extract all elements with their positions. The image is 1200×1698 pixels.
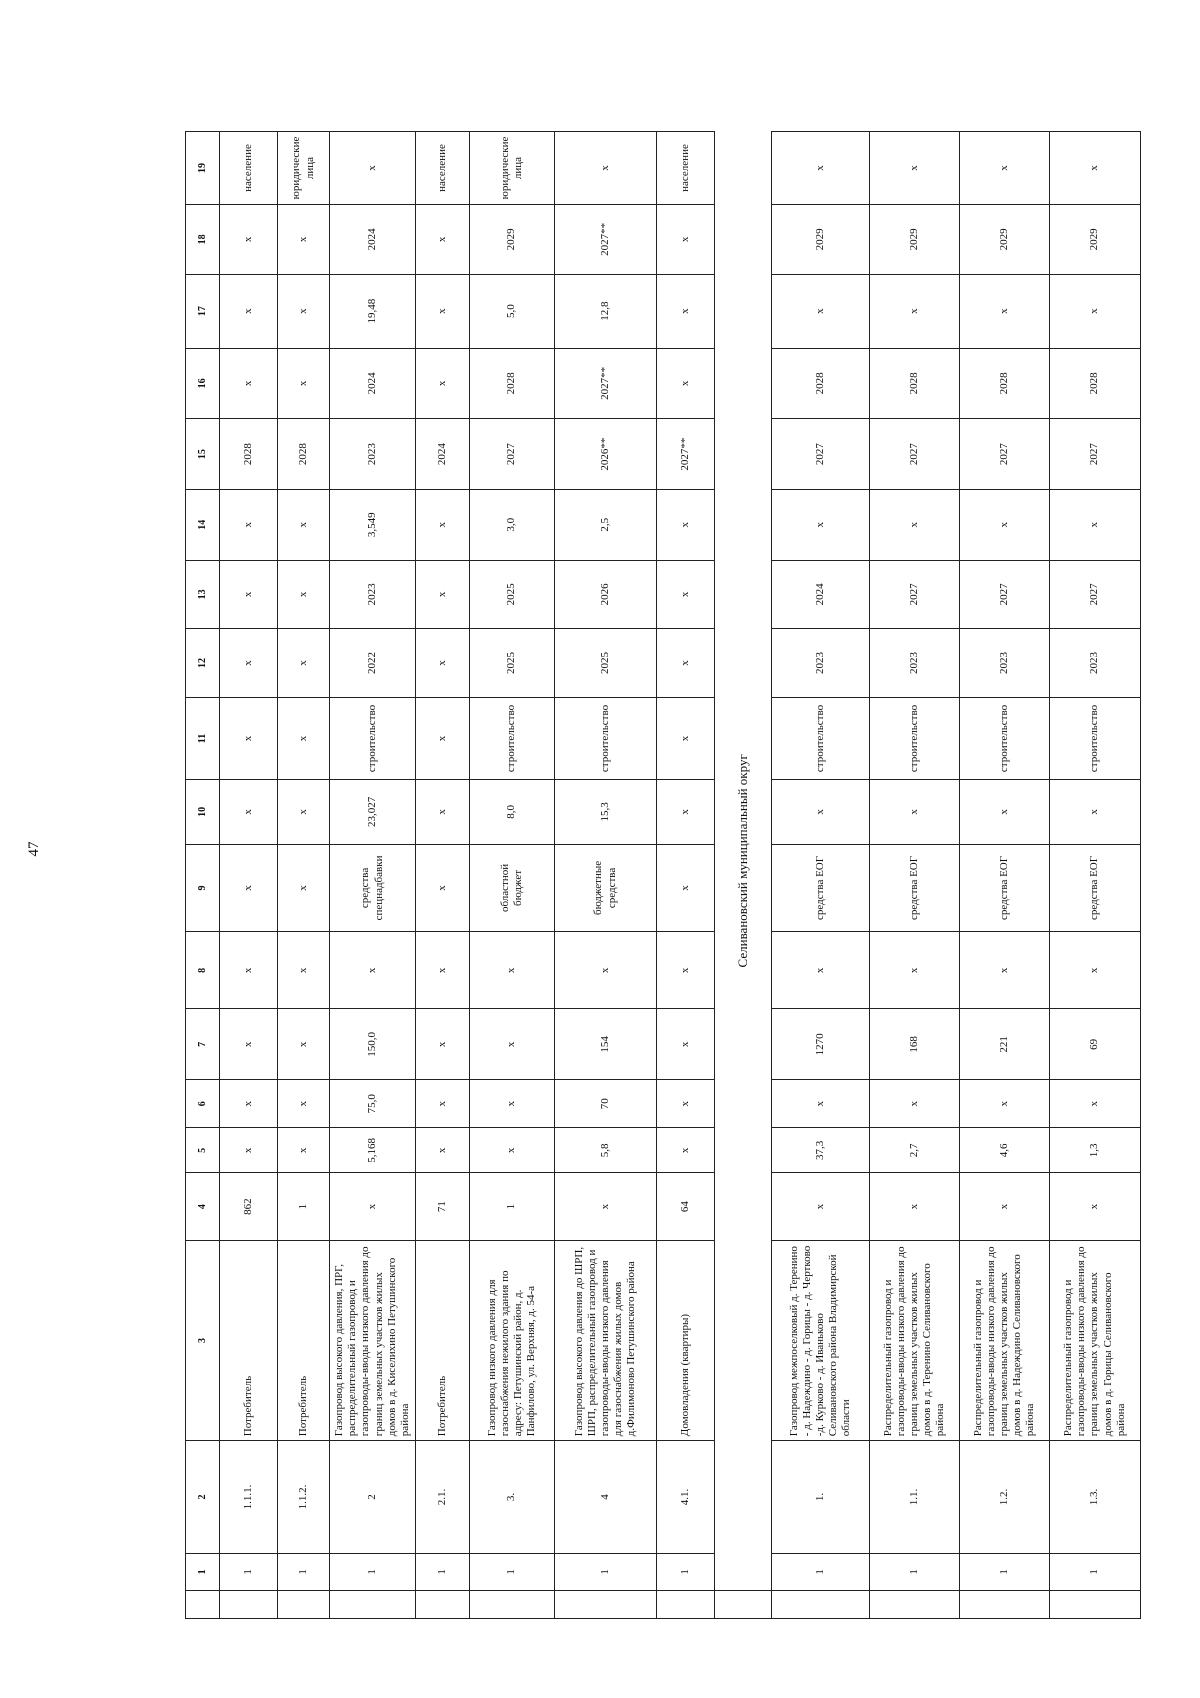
table-cell: х <box>220 348 278 419</box>
left-blank-cell <box>220 1591 278 1619</box>
table-cell: 2028 <box>278 419 330 490</box>
table-cell: х <box>220 1009 278 1080</box>
table-cell: 1,3 <box>1050 1128 1141 1173</box>
table-cell: 2029 <box>870 205 960 275</box>
table-cell: х <box>416 629 470 698</box>
table-cell: Распределительный газопровод и газопроводы-вводы низкого давления до границ земельных участков жилых домов в д. Надеждино Селивановского района <box>960 1240 1050 1440</box>
table-cell: х <box>870 132 960 205</box>
table-cell: средства ЕОГ <box>772 844 870 932</box>
table-cell: 1 <box>220 1553 278 1590</box>
left-blank-cell <box>416 1591 470 1619</box>
table-cell: х <box>772 1080 870 1128</box>
table-row <box>960 132 1050 1619</box>
table-cell: 2025 <box>555 629 657 698</box>
table-cell: х <box>1050 780 1141 844</box>
table-cell: х <box>416 205 470 275</box>
table-cell: х <box>278 629 330 698</box>
table-cell: 64 <box>657 1173 715 1240</box>
gasification-table <box>185 131 1141 1619</box>
left-blank-cell <box>657 1591 715 1619</box>
table-cell: 2026 <box>555 560 657 629</box>
table-cell: 2028 <box>470 348 555 419</box>
table-cell: х <box>470 932 555 1009</box>
table-cell: 2 <box>330 1441 416 1553</box>
header-cell: 18 <box>186 205 220 275</box>
table-cell: х <box>657 560 715 629</box>
table-cell: 5,0 <box>470 274 555 348</box>
left-blank-cell <box>278 1591 330 1619</box>
table-cell: средства ЕОГ <box>870 844 960 932</box>
table-cell: х <box>416 1080 470 1128</box>
table-cell: 2023 <box>960 629 1050 698</box>
table-cell: 69 <box>1050 1009 1141 1080</box>
table-cell: Домовладения (квартиры) <box>657 1240 715 1440</box>
table-cell: 2027 <box>960 419 1050 490</box>
table-cell: х <box>278 1128 330 1173</box>
table-cell: 150,0 <box>330 1009 416 1080</box>
table-cell: х <box>1050 274 1141 348</box>
table-cell: 2023 <box>1050 629 1141 698</box>
table-cell: х <box>416 1009 470 1080</box>
table-cell: х <box>330 132 416 205</box>
table-cell: средства ЕОГ <box>1050 844 1141 932</box>
header-cell: 16 <box>186 348 220 419</box>
table-cell: х <box>657 1128 715 1173</box>
table-cell: х <box>555 932 657 1009</box>
table-cell: население <box>657 132 715 205</box>
table-cell: х <box>220 274 278 348</box>
table-cell: х <box>657 348 715 419</box>
table-cell: 3. <box>470 1441 555 1553</box>
table-cell: х <box>278 348 330 419</box>
region-row <box>715 132 772 1619</box>
table-cell: строительство <box>1050 697 1141 779</box>
header-cell: 19 <box>186 132 220 205</box>
table-cell: 4,6 <box>960 1128 1050 1173</box>
table-cell: 1 <box>772 1553 870 1590</box>
table-cell: Газопровод низкого давления для газоснабжения нежилого здания по адресу: Петушинский район, д. Панфилово, ул. Верхняя, д. 54-а <box>470 1240 555 1440</box>
table-cell: х <box>416 560 470 629</box>
table-cell: строительство <box>960 697 1050 779</box>
table-cell: х <box>960 489 1050 560</box>
header-cell: 12 <box>186 629 220 698</box>
header-cell: 1 <box>186 1553 220 1590</box>
table-row <box>416 132 470 1619</box>
table-cell: 154 <box>555 1009 657 1080</box>
header-cell: 9 <box>186 844 220 932</box>
table-cell: 2028 <box>960 348 1050 419</box>
table-cell: х <box>870 932 960 1009</box>
left-blank-cell <box>772 1591 870 1619</box>
table-cell: 70 <box>555 1080 657 1128</box>
table-cell: х <box>220 844 278 932</box>
table-cell: 1 <box>470 1173 555 1240</box>
table-cell: х <box>220 932 278 1009</box>
table-cell: х <box>220 629 278 698</box>
table-cell: х <box>416 697 470 779</box>
header-cell: 4 <box>186 1173 220 1240</box>
table-cell: строительство <box>555 697 657 779</box>
table-cell: бюджетные средства <box>555 844 657 932</box>
table-cell: 2027 <box>772 419 870 490</box>
table-cell: х <box>416 274 470 348</box>
table-cell: 1 <box>278 1553 330 1590</box>
table-cell: 23,027 <box>330 780 416 844</box>
table-cell: х <box>220 560 278 629</box>
region-title: Селивановский муниципальный округ <box>715 132 772 1591</box>
table-cell: 2024 <box>772 560 870 629</box>
table-cell: х <box>657 489 715 560</box>
table-cell: х <box>416 489 470 560</box>
table-cell: 862 <box>220 1173 278 1240</box>
table-cell: Газопровод высокого давления, ПРГ, распределительный газопровод и газопроводы-вводы низкого давления до границ земельных участков жилых домов в д. Киселихино Петушинского района <box>330 1240 416 1440</box>
header-cell: 6 <box>186 1080 220 1128</box>
table-cell: х <box>657 932 715 1009</box>
table-cell: 1.1. <box>870 1441 960 1553</box>
table-cell: 2025 <box>470 560 555 629</box>
table-cell: 2027 <box>1050 419 1141 490</box>
table-cell: 1 <box>278 1173 330 1240</box>
table-cell: строительство <box>470 697 555 779</box>
table-cell: х <box>416 844 470 932</box>
table-cell: юридические лица <box>278 132 330 205</box>
header-cell: 15 <box>186 419 220 490</box>
table-cell: 37,3 <box>772 1128 870 1173</box>
table-cell: 2029 <box>772 205 870 275</box>
table-cell: 2027 <box>470 419 555 490</box>
table-cell: юридические лица <box>470 132 555 205</box>
table-cell: х <box>220 489 278 560</box>
table-cell: 2023 <box>772 629 870 698</box>
table-cell: 4.1. <box>657 1441 715 1553</box>
table-cell: х <box>220 697 278 779</box>
table-cell: х <box>657 274 715 348</box>
table-cell: Распределительный газопровод и газопроводы-вводы низкого давления до границ земельных участков жилых домов в д. Горицы Селивановского района <box>1050 1240 1141 1440</box>
table-cell: Газопровод межпоселковый д. Теренино - д. Надеждино - д. Горицы - д. Чертково -д. Курково - д. Иваньково Селивановского района Владимирской области <box>772 1240 870 1440</box>
table-cell: 5,8 <box>555 1128 657 1173</box>
table-cell: 221 <box>960 1009 1050 1080</box>
table-cell: х <box>772 932 870 1009</box>
table-cell: строительство <box>330 697 416 779</box>
table-cell: х <box>772 274 870 348</box>
table-cell: х <box>220 1128 278 1173</box>
table-cell: х <box>278 274 330 348</box>
table-cell: 2025 <box>470 629 555 698</box>
table-cell: х <box>657 629 715 698</box>
table-cell: 1.2. <box>960 1441 1050 1553</box>
table-cell: Потребитель <box>416 1240 470 1440</box>
table-row <box>1050 132 1141 1619</box>
table-cell: 2027** <box>555 205 657 275</box>
left-blank-cell <box>715 1591 772 1619</box>
table-cell: х <box>470 1009 555 1080</box>
header-blank-cell <box>186 1591 220 1619</box>
table-cell: х <box>960 132 1050 205</box>
table-cell: х <box>870 780 960 844</box>
table-cell: 12,8 <box>555 274 657 348</box>
table-cell: х <box>278 844 330 932</box>
table-cell: 2027** <box>555 348 657 419</box>
header-cell: 3 <box>186 1240 220 1440</box>
left-blank-cell <box>470 1591 555 1619</box>
header-cell: 8 <box>186 932 220 1009</box>
table-cell: х <box>870 274 960 348</box>
table-cell: х <box>278 697 330 779</box>
table-cell: х <box>1050 932 1141 1009</box>
table-row <box>470 132 555 1619</box>
table-cell: 1 <box>330 1553 416 1590</box>
table-cell: 1 <box>870 1553 960 1590</box>
table-cell: х <box>220 780 278 844</box>
table-cell: Потребитель <box>220 1240 278 1440</box>
table-cell: 15,3 <box>555 780 657 844</box>
table-cell: х <box>772 489 870 560</box>
table-cell: 3,549 <box>330 489 416 560</box>
table-cell: средства спецнадбавки <box>330 844 416 932</box>
table-cell: областной бюджет <box>470 844 555 932</box>
table-cell: 1 <box>555 1553 657 1590</box>
table-cell: 2,5 <box>555 489 657 560</box>
table-cell: 5,168 <box>330 1128 416 1173</box>
table-cell: х <box>960 932 1050 1009</box>
table-row <box>555 132 657 1619</box>
table-cell: 1 <box>960 1553 1050 1590</box>
table-row <box>220 132 278 1619</box>
table-cell: х <box>657 1080 715 1128</box>
left-blank-cell <box>1050 1591 1141 1619</box>
table-cell: 2024 <box>416 419 470 490</box>
table-cell: 71 <box>416 1173 470 1240</box>
table-cell: х <box>960 1080 1050 1128</box>
table-cell: х <box>657 697 715 779</box>
table-cell: х <box>772 132 870 205</box>
header-cell: 5 <box>186 1128 220 1173</box>
left-blank-cell <box>870 1591 960 1619</box>
table-cell: х <box>278 205 330 275</box>
table-cell: 2023 <box>870 629 960 698</box>
header-cell: 2 <box>186 1441 220 1553</box>
table-cell: х <box>330 1173 416 1240</box>
table-cell: 2027 <box>870 419 960 490</box>
header-cell: 7 <box>186 1009 220 1080</box>
table-cell: х <box>657 780 715 844</box>
table-cell: 4 <box>555 1441 657 1553</box>
table-cell: 1 <box>416 1553 470 1590</box>
table-cell: 1 <box>470 1553 555 1590</box>
left-blank-cell <box>555 1591 657 1619</box>
table-cell: х <box>657 844 715 932</box>
table-cell: 2023 <box>330 560 416 629</box>
table-cell: х <box>416 780 470 844</box>
table-cell: 1 <box>657 1553 715 1590</box>
table-cell: х <box>278 489 330 560</box>
table-cell: х <box>555 1173 657 1240</box>
table-row <box>278 132 330 1619</box>
table-cell: х <box>960 780 1050 844</box>
table-cell: 2022 <box>330 629 416 698</box>
table-cell: средства ЕОГ <box>960 844 1050 932</box>
table-cell: 2028 <box>870 348 960 419</box>
table-cell: х <box>1050 489 1141 560</box>
header-cell: 11 <box>186 697 220 779</box>
table-cell: 2023 <box>330 419 416 490</box>
table-cell: х <box>220 1080 278 1128</box>
page-number: 47 <box>26 841 42 857</box>
table-cell: Распределительный газопровод и газопроводы-вводы низкого давления до границ земельных участков жилых домов в д. Теренино Селивановского района <box>870 1240 960 1440</box>
table-cell: х <box>960 1173 1050 1240</box>
table-cell: х <box>772 1173 870 1240</box>
table-cell: 1.1.2. <box>278 1441 330 1553</box>
table-cell: х <box>470 1080 555 1128</box>
table-cell: 2.1. <box>416 1441 470 1553</box>
table-cell: х <box>1050 132 1141 205</box>
table-cell: х <box>960 274 1050 348</box>
table-cell: х <box>870 1080 960 1128</box>
table-cell: 1.3. <box>1050 1441 1141 1553</box>
table-cell: 1.1.1. <box>220 1441 278 1553</box>
table-cell: 2028 <box>772 348 870 419</box>
table-cell: 168 <box>870 1009 960 1080</box>
left-blank-cell <box>960 1591 1050 1619</box>
table-cell: х <box>416 348 470 419</box>
table-cell: 1 <box>1050 1553 1141 1590</box>
table-cell: х <box>870 1173 960 1240</box>
table-cell: 2029 <box>470 205 555 275</box>
table-cell: х <box>416 1128 470 1173</box>
left-blank-cell <box>330 1591 416 1619</box>
header-cell: 17 <box>186 274 220 348</box>
table-cell: х <box>278 932 330 1009</box>
table-cell: х <box>278 560 330 629</box>
table-cell: 2028 <box>220 419 278 490</box>
table-cell: 2024 <box>330 205 416 275</box>
table-cell: Потребитель <box>278 1240 330 1440</box>
table-cell: Газопровод высокого давления до ШРП, ШРП, распределительный газопровод и газопроводы-вводы низкого давления для газоснабжения жилых домов д.Филимоново Петушинского района <box>555 1240 657 1440</box>
table-cell: 75,0 <box>330 1080 416 1128</box>
table-cell: 8,0 <box>470 780 555 844</box>
header-cell: 13 <box>186 560 220 629</box>
table-cell: х <box>470 1128 555 1173</box>
table-cell: 2028 <box>1050 348 1141 419</box>
table-cell: 2027** <box>657 419 715 490</box>
table-cell: 2026** <box>555 419 657 490</box>
table-cell: 2,7 <box>870 1128 960 1173</box>
table-cell: х <box>220 205 278 275</box>
header-row <box>186 132 220 1619</box>
table-cell: х <box>278 1009 330 1080</box>
table-cell: 2027 <box>1050 560 1141 629</box>
header-cell: 10 <box>186 780 220 844</box>
table-cell: 2027 <box>870 560 960 629</box>
table-cell: х <box>416 932 470 1009</box>
rotated-table-wrapper <box>185 131 1127 1619</box>
table-cell: 1. <box>772 1441 870 1553</box>
table-cell: х <box>278 1080 330 1128</box>
table-cell: население <box>220 132 278 205</box>
header-cell: 14 <box>186 489 220 560</box>
table-cell: х <box>870 489 960 560</box>
table-cell: х <box>1050 1173 1141 1240</box>
table-cell: х <box>555 132 657 205</box>
table-row <box>657 132 715 1619</box>
table-row <box>330 132 416 1619</box>
table-cell: х <box>1050 1080 1141 1128</box>
table-cell: 2027 <box>960 560 1050 629</box>
table-cell: 2029 <box>1050 205 1141 275</box>
table-cell: 2029 <box>960 205 1050 275</box>
table-cell: 1270 <box>772 1009 870 1080</box>
table-cell: х <box>657 205 715 275</box>
table-cell: х <box>330 932 416 1009</box>
table-cell: х <box>278 780 330 844</box>
table-cell: строительство <box>870 697 960 779</box>
table-row <box>870 132 960 1619</box>
table-cell: х <box>772 780 870 844</box>
table-cell: х <box>657 1009 715 1080</box>
table-cell: население <box>416 132 470 205</box>
table-cell: 2024 <box>330 348 416 419</box>
table-row <box>772 132 870 1619</box>
table-cell: 19,48 <box>330 274 416 348</box>
table-cell: 3,0 <box>470 489 555 560</box>
table-cell: строительство <box>772 697 870 779</box>
